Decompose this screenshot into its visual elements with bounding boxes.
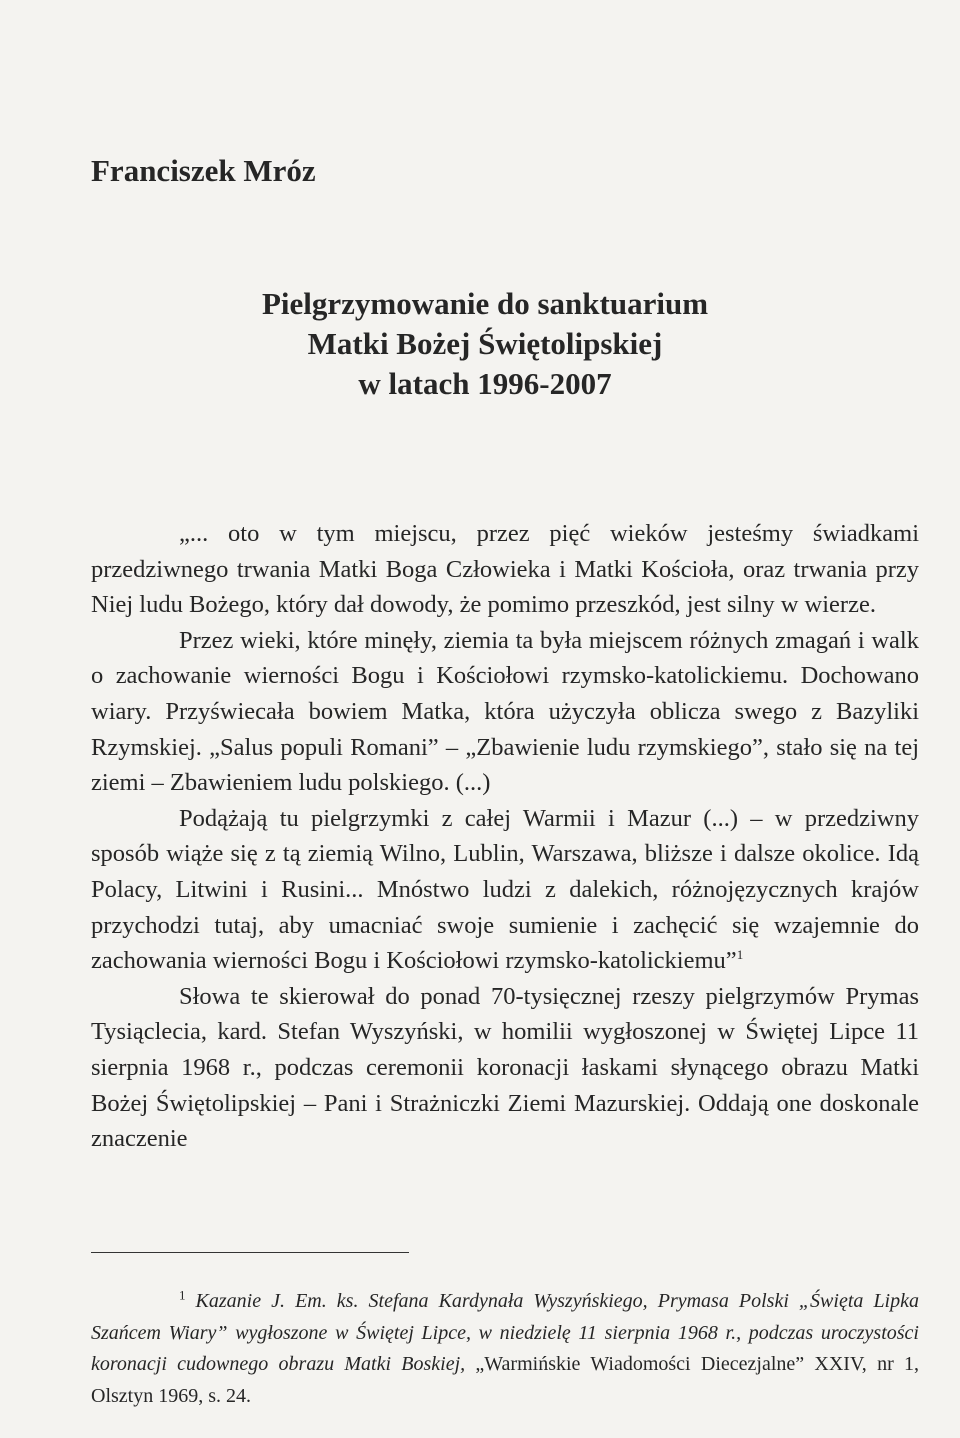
footnote-source: „Warmińskie Wiadomości Diecezjalne” XXIV, nr 1, Olsztyn 1969, s. 24. <box>91 1353 919 1407</box>
paragraph-3-text: Podążają tu pielgrzymki z całej Warmii i Mazur (...) – w przedziwny sposób wiąże się z tą ziemią Wilno, Lublin, Warszawa, bliższe i dalsze okolice. Idą Polacy, Litwini i Rusini... Mnóstwo ludzi z dalekich, różnojęzycznych krajów przychodzi tutaj, aby umacniać swoje sumienie i zachęcić się wzajemnie do zachowania wierności Bogu i Kościołowi rzymsko-katolickiemu” <box>91 804 919 975</box>
footnote-reference: 1 <box>736 946 744 962</box>
footnote-number: 1 <box>179 1287 186 1303</box>
footnote <box>91 1286 919 1412</box>
paragraph-2: Przez wieki, które minęły, ziemia ta była miejscem różnych zmagań i walk o zachowanie wierności Bogu i Kościołowi rzymsko-katolickiemu. Dochowano wiary. Przyświecała bowiem Matka, która użyczyła oblicza swego z Bazyliki Rzymskiej. „Salus populi Romani” – „Zbawienie ludu rzymskiego”, stało się na tej ziemi – Zbawieniem ludu polskiego. (...) <box>91 626 919 797</box>
footnote-italic-text: Kazanie J. Em. ks. Stefana Kardynała Wyszyńskiego, Prymasa Polski „Święta Lipka Szańcem Wiary” wygłoszone w Świętej Lipce, w niedzielę 11 sierpnia 1968 r., podczas uroczystości koronacji cudownego obrazu Matki Boskiej, <box>91 1290 919 1375</box>
article-title <box>200 284 770 404</box>
paragraph-4: Słowa te skierował do ponad 70-tysięcznej rzeszy pielgrzymów Prymas Tysiąclecia, kard. Stefan Wyszyński, w homilii wygłoszonej w Świętej Lipce 11 sierpnia 1968 r., podczas ceremonii koronacji łaskami słynącego obrazu Matki Bożej Świętolipskiej – Pani i Strażniczki Ziemi Mazurskiej. Oddają one doskonale znaczenie <box>91 982 919 1153</box>
author-name: Franciszek Mróz <box>91 153 316 188</box>
paragraph-1: „... oto w tym miejscu, przez pięć wieków jesteśmy świadkami przedziwnego trwania Matki Boga Człowieka i Matki Kościoła, oraz trwania przy Niej ludu Bożego, który dał dowody, że pomimo przeszkód, jest silny w wierze. <box>91 520 919 619</box>
title-line-1: Pielgrzymowanie do sanktuarium <box>261 286 709 321</box>
title-line-2: Matki Bożej Świętolipskiej <box>307 326 663 361</box>
footnote-divider <box>91 1252 409 1253</box>
paragraph-3 <box>91 801 919 979</box>
body-text <box>91 516 919 1157</box>
title-line-3: w latach 1996-2007 <box>358 366 612 401</box>
